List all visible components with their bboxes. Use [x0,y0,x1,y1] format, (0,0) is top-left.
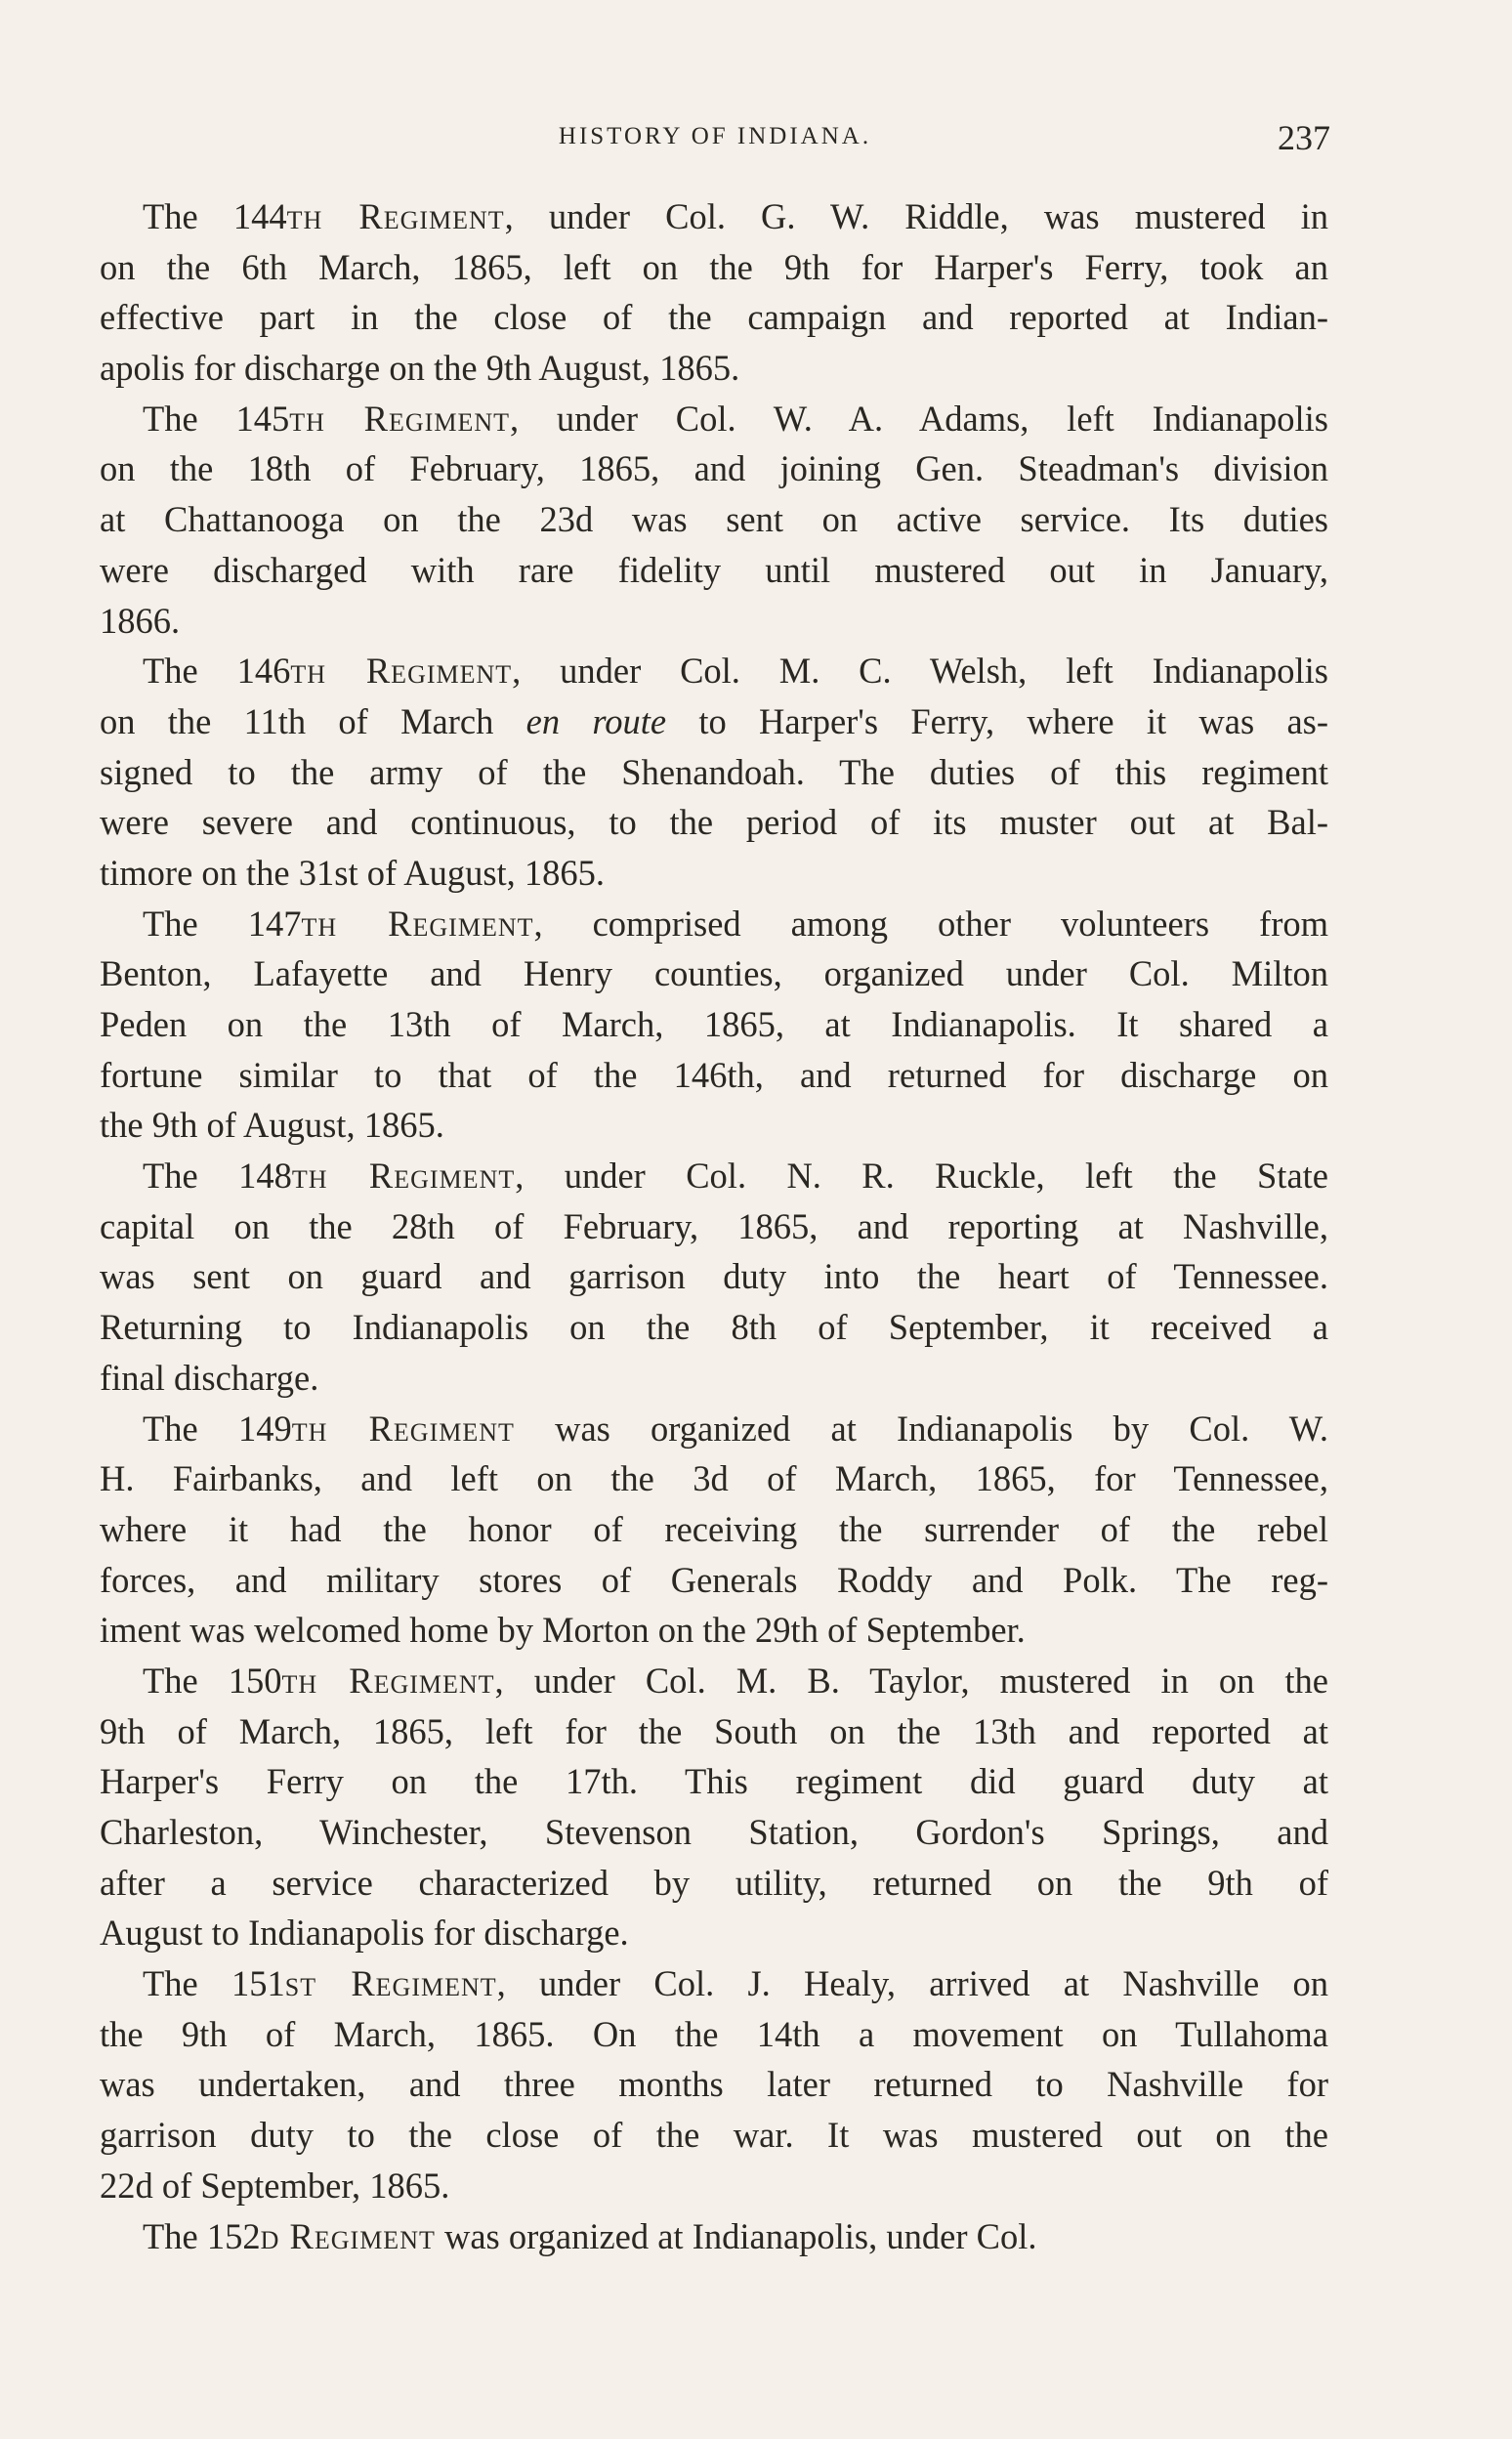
text-run: The 144 [143,196,287,236]
text-run: , under Col. W. A. Adams, left Indianapolis [510,398,1328,439]
text-line [100,1151,1328,1201]
text-line [100,394,1328,444]
text-line [100,696,1328,747]
paragraph [100,394,1328,646]
text-run: Returning to Indianapolis on the 8th of September, it received a [100,1307,1328,1348]
text-run: The 150 [143,1660,282,1701]
text-line [100,443,1328,494]
text-line [100,948,1328,999]
text-run: was sent on guard and garrison duty into the heart of Tennessee. [100,1256,1328,1297]
text-run: capital on the 28th of February, 1865, and reporting at Nashville, [100,1205,1328,1246]
text-line [100,191,1328,242]
text-run: after a service characterized by utility, returned on the 9th of [100,1862,1328,1903]
text-line [100,1605,1328,1656]
text-run: effective part in the close of the campaign and reported at Indian- [100,297,1328,338]
regiment-heading: th Regiment [290,651,513,692]
text-run: garrison duty to the close of the war. It was mustered out on the [100,2115,1328,2156]
text-line [100,999,1328,1050]
text-line [100,242,1328,293]
text-run: signed to the army of the Shenandoah. The duties of this regiment [100,751,1328,792]
text-line [100,494,1328,545]
text-line [100,596,1328,647]
paragraph [100,1151,1328,1403]
paragraph [100,191,1328,394]
text-run: was undertaken, and three months later returned to Nashville for [100,2064,1328,2105]
text-run: , under Col. G. W. Riddle, was mustered in [504,196,1328,236]
text-line [100,1353,1328,1404]
text-run: on the 18th of February, 1865, and joining Gen. Steadman's division [100,448,1328,489]
text-run: on the 11th of March [100,700,526,741]
italic-text: en route [525,700,667,741]
text-run: Harper's Ferry on the 17th. This regiment did guard duty at [100,1761,1328,1802]
text-run: , under Col. J. Healy, arrived at Nashville on [496,1963,1328,2004]
text-line [100,343,1328,394]
text-run: , under Col. N. R. Ruckle, left the State [515,1156,1328,1197]
regiment-heading: th Regiment [289,398,510,439]
text-line [100,646,1328,696]
text-run: the 9th of August, 1865. [100,1105,444,1146]
text-line [100,2110,1328,2161]
text-line [100,2059,1328,2110]
text-line [100,1656,1328,1706]
paragraph [100,899,1328,1151]
text-run: 22d of September, 1865. [100,2165,450,2206]
text-run: August to Indianapolis for discharge. [100,1913,629,1954]
paragraph [100,1404,1328,1656]
regiment-heading: st Regiment [284,1963,497,2004]
text-run: H. Fairbanks, and left on the 3d of March, 1865, for Tennessee, [100,1458,1328,1499]
text-line [100,1807,1328,1858]
text-run: 9th of March, 1865, left for the South on the 13th and reported at [100,1710,1328,1751]
text-line [100,1100,1328,1151]
text-run: apolis for discharge on the 9th August, 1865. [100,348,740,389]
regiment-heading: th Regiment [301,903,534,944]
text-run: , under Col. M. C. Welsh, left Indianapolis [512,651,1328,692]
text-line [100,1201,1328,1252]
regiment-heading: th Regiment [286,196,505,236]
regiment-heading: d Regiment [260,2215,436,2256]
text-run: The 146 [143,651,291,692]
text-line [100,1706,1328,1757]
text-run: was organized at Indianapolis by Col. W. [514,1408,1328,1449]
paragraph [100,646,1328,898]
text-line [100,1453,1328,1504]
text-run: where it had the honor of receiving the surrender of the rebel [100,1508,1328,1549]
text-run: The 147 [143,903,302,944]
text-run: were severe and continuous, to the period of its muster out at Bal- [100,802,1328,843]
text-line [100,1302,1328,1353]
text-run: The 152 [143,2215,261,2256]
text-run: Peden on the 13th of March, 1865, at Indianapolis. It shared a [100,1004,1328,1044]
text-line [100,797,1328,848]
regiment-heading: th Regiment [291,1156,516,1197]
text-line [100,2211,1328,2262]
running-title: HISTORY OF INDIANA. [558,123,872,149]
text-line [100,747,1328,798]
text-line [100,1050,1328,1101]
text-run: were discharged with rare fidelity until mustered out in January, [100,549,1328,590]
text-line [100,1251,1328,1302]
text-run: the 9th of March, 1865. On the 14th a movement on Tullahoma [100,2013,1328,2054]
text-run: 1866. [100,600,181,641]
regiment-heading: th Regiment [291,1408,515,1449]
text-run: The 151 [143,1963,285,2004]
text-line [100,1858,1328,1909]
text-run: Benton, Lafayette and Henry counties, organized under Col. Milton [100,953,1328,994]
text-run: iment was welcomed home by Morton on the 29th of September. [100,1610,1026,1651]
text-run: timore on the 31st of August, 1865. [100,852,606,893]
text-line [100,2161,1328,2211]
text-run: was organized at Indianapolis, under Col. [435,2215,1037,2256]
text-run: The 148 [143,1156,292,1197]
text-line [100,1504,1328,1555]
text-line [100,848,1328,899]
text-run: to Harper's Ferry, where it was as- [666,700,1328,741]
text-run: Charleston, Winchester, Stevenson Station, Gordon's Springs, and [100,1812,1328,1852]
text-line [100,1555,1328,1606]
text-run: The 145 [143,398,290,439]
regiment-heading: th Regiment [281,1660,495,1701]
text-line [100,545,1328,596]
text-run: , comprised among other volunteers from [533,903,1328,944]
text-line [100,1404,1328,1454]
text-line [100,1756,1328,1807]
paragraph [100,1656,1328,1958]
text-run: , under Col. M. B. Taylor, mustered in on the [494,1660,1328,1701]
text-run: final discharge. [100,1357,319,1398]
text-line [100,1958,1328,2009]
paragraph [100,1958,1328,2210]
text-line [100,2009,1328,2060]
text-run: at Chattanooga on the 23d was sent on active service. Its duties [100,499,1328,540]
text-line [100,1908,1328,1958]
running-head [100,117,1330,156]
body-text [100,191,1328,2261]
text-line [100,899,1328,949]
text-run: The 149 [143,1408,292,1449]
paragraph [100,2211,1328,2262]
text-run: on the 6th March, 1865, left on the 9th for Harper's Ferry, took an [100,246,1328,287]
text-run: fortune similar to that of the 146th, and returned for discharge on [100,1054,1328,1095]
page-number: 237 [1278,118,1330,157]
text-line [100,292,1328,343]
text-run: forces, and military stores of Generals Roddy and Polk. The reg- [100,1559,1328,1600]
